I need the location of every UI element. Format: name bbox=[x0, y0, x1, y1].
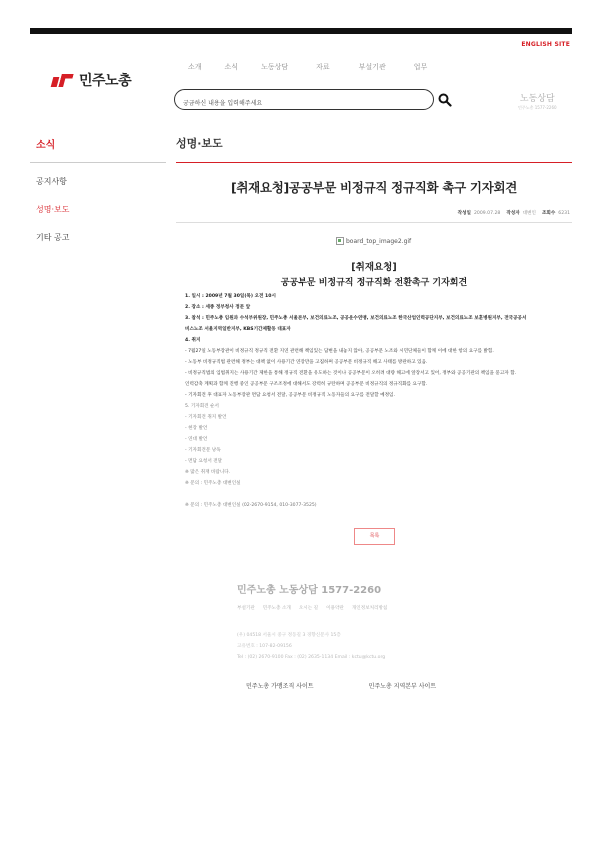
body-line: - 기자회견 취지 발언 bbox=[185, 415, 227, 420]
counsel-link[interactable] bbox=[518, 91, 557, 111]
english-site-link[interactable]: ENGLISH SITE bbox=[521, 41, 570, 48]
body-line: 3. 참석 : 민주노총 임원과 수석부위원장, 민주노총 서울본부, 보건의료노조, 공공운수연맹, 보건의료노조 한국산업인력공단지부, 보건의료노조 보훈병원지부, 전국공공서 bbox=[185, 316, 527, 321]
gnb-item[interactable]: 자료 bbox=[316, 63, 330, 71]
broken-image-icon bbox=[336, 237, 344, 245]
counsel-subtitle: 민주노총 1577-2260 bbox=[518, 105, 557, 110]
gnb-item[interactable]: 업무 bbox=[413, 63, 428, 71]
title-divider bbox=[176, 162, 572, 163]
search-box bbox=[174, 89, 434, 110]
post-image bbox=[336, 237, 411, 245]
body-line: - 비정규직법의 입법취지는 사용기간 제한을 통해 정규직 전환을 유도하는 것이나 공공부문이 오히려 대량 해고에 앞장서고 있어, 정부와 공공기관의 책임을 묻고자 함. bbox=[185, 371, 517, 376]
logo-mark-icon bbox=[52, 74, 74, 87]
counsel-title: 노동상담 bbox=[519, 94, 555, 104]
footer-link[interactable]: 개인정보처리방침 bbox=[351, 606, 388, 611]
body-line: 5. 기자회견 순서 bbox=[185, 404, 219, 409]
body-line: 2. 장소 : 세종 정부청사 정문 앞 bbox=[185, 305, 251, 310]
list-button[interactable]: 목록 bbox=[354, 528, 395, 545]
logo-text: 민주노총 bbox=[79, 73, 132, 89]
meta-views: 조회수 6231 bbox=[541, 211, 570, 216]
logo[interactable] bbox=[52, 70, 131, 90]
gnb-item[interactable]: 소식 bbox=[224, 63, 239, 71]
gnb-item[interactable]: 부설기관 bbox=[358, 63, 386, 71]
sidebar-menu bbox=[36, 176, 69, 260]
footer-link[interactable]: 민주노총 소개 bbox=[262, 606, 291, 611]
body-line: - 면담 요청서 전달 bbox=[185, 459, 223, 464]
regional-sites-link[interactable]: 민주노총 지역본부 사이트 bbox=[368, 683, 437, 690]
affiliate-sites-link[interactable]: 민주노총 가맹조직 사이트 bbox=[246, 683, 314, 690]
meta-date: 작성일 2009.07.28 bbox=[457, 211, 501, 216]
body-line: - 기자회견문 낭독 bbox=[185, 448, 221, 453]
body-line: 인력감축 계획과 함께 진행 중인 공공부문 구조조정에 대해서도 강력히 규탄하며 공공부문 비정규직의 정규직화를 요구함. bbox=[185, 382, 428, 387]
footer-links bbox=[237, 605, 387, 611]
body-line: 4. 취지 bbox=[185, 338, 201, 343]
footer-link[interactable]: 부설기관 bbox=[237, 606, 255, 611]
footer-link[interactable]: 오시는 길 bbox=[298, 606, 319, 611]
sidebar-divider bbox=[30, 162, 166, 163]
footer-address-line: 고유번호 : 107-82-09156 bbox=[237, 644, 292, 649]
post-meta bbox=[458, 210, 570, 216]
gnb-item[interactable]: 노동상담 bbox=[261, 63, 289, 71]
sidebar-title: 소식 bbox=[36, 140, 56, 151]
top-bar bbox=[30, 28, 572, 34]
body-line: 비스노조 서울지역일반지부, KBS기간제활동 대표자 bbox=[185, 327, 291, 332]
search-icon[interactable] bbox=[438, 93, 452, 107]
body-line: - 7월27일 노동부장관이 비정규직 정규직 전환 지연 관련해 책임있는 답변을 내놓지 않아, 공공부문 노조와 시민단체들이 함께 이에 대한 항의 요구를 밝힘. bbox=[185, 349, 494, 354]
body-line: ※ 문의 : 민주노총 대변인실 (02-2670-9154, 010-3077-3525) bbox=[185, 503, 317, 508]
meta-author: 작성자 대변인 bbox=[506, 211, 536, 216]
gnb-item[interactable]: 소개 bbox=[188, 63, 202, 71]
post-body bbox=[185, 291, 575, 511]
sidebar-item-notice[interactable]: 공지사항 bbox=[36, 177, 67, 186]
doc-subheading: 공공부문 비정규직 정규직화 전환촉구 기자회견 bbox=[280, 278, 468, 288]
footer-link[interactable]: 이용약관 bbox=[326, 606, 344, 611]
post-title: [취재요청]공공부문 비정규직 정규직화 촉구 기자회견 bbox=[230, 180, 518, 195]
body-line: - 기자회견 후 대표자 노동부장관 면담 요청서 전달, 공공부문 비정규직 노동자들의 요구를 전달할 예정임. bbox=[185, 393, 395, 398]
footer-sites bbox=[246, 681, 436, 690]
body-line: - 현장 발언 bbox=[185, 426, 208, 431]
meta-divider bbox=[176, 222, 572, 223]
body-line: ※ 문의 : 민주노총 대변인실 bbox=[185, 481, 241, 486]
search-input[interactable] bbox=[175, 94, 415, 113]
body-line: - 노동부 비정규직법 관련해 정부는 대책 없이 사용기간 연장만을 고집하며 공공부문 비정규직 해고 사태를 방관하고 있음. bbox=[185, 360, 428, 365]
footer-title: 민주노총 노동상담 1577-2260 bbox=[237, 585, 382, 596]
body-line: - 연대 발언 bbox=[185, 437, 208, 442]
footer-address bbox=[237, 630, 385, 663]
footer-address-line: Tel : (02) 2670-9100 Fax : (02) 2635-1134 Email : kctu@kctu.org bbox=[237, 655, 386, 660]
body-line: ※ 많은 취재 바랍니다. bbox=[185, 470, 231, 475]
sidebar-item-press[interactable]: 성명·보도 bbox=[36, 205, 70, 214]
sidebar-item-other[interactable]: 기타 공고 bbox=[36, 233, 70, 242]
page-title: 성명·보도 bbox=[176, 137, 223, 150]
global-nav bbox=[188, 62, 450, 72]
image-alt-text: board_top_image2.gif bbox=[346, 237, 412, 245]
footer-address-line: (우) 04518 서울시 중구 정동길 3 경향신문사 15층 bbox=[237, 633, 341, 638]
doc-heading: [취재요청] bbox=[351, 262, 397, 273]
body-line: 1. 일시 : 2009년 7월 30일(목) 오전 10시 bbox=[185, 294, 276, 299]
